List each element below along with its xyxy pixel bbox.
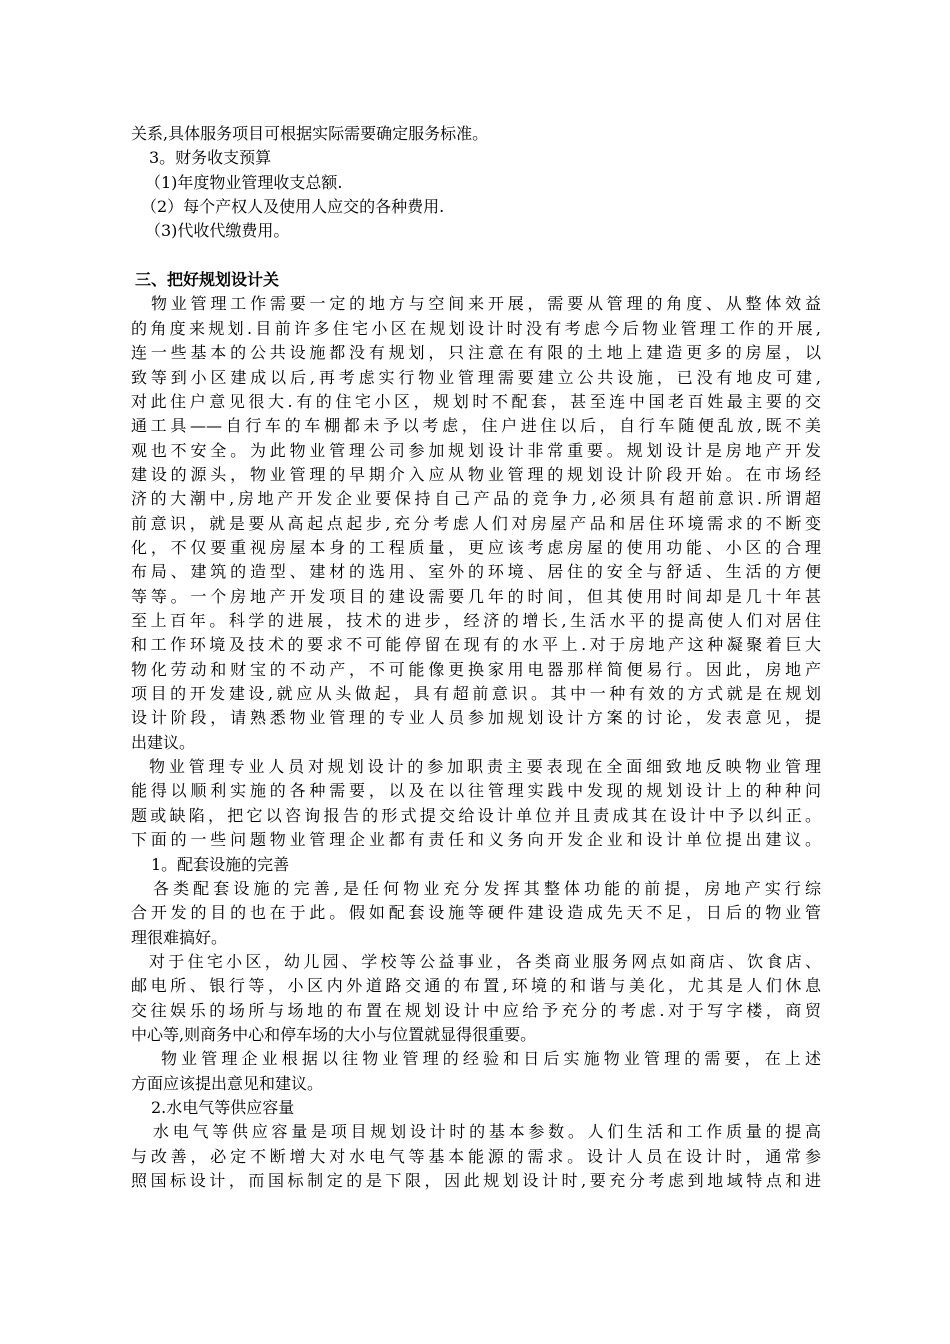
text-line: 物业管理工作需要一定的地方与空间来开展，需要从管理的角度、从整体效益 [151,294,821,314]
text-line: 济的大潮中,房地产开发企业要保持自己产品的竞争力,必须具有超前意识.所谓超 [131,489,821,509]
text-line: 方面应该提出意见和建议。 [131,1073,324,1093]
text-line: 关系,具体服务项目可根据实际需要确定服务标准。 [131,124,489,143]
text-line: 各类配套设施的完善,是任何物业充分发挥其整体功能的前提，房地产实行综 [153,878,821,898]
text-line: 连一些基本的公共设施都没有规划，只注意在有限的土地上建造更多的房屋，以 [131,343,821,363]
text-line: 观也不安全。为此物业管理公司参加规划设计非常重要。规划设计是房地产开发 [131,440,821,460]
text-line: 题或缺陷，把它以咨询报告的形式提交给设计单位并且责成其在设计中予以纠正。 [131,805,821,825]
text-line: 水电气等供应容量是项目规划设计时的基本参数。人们生活和工作质量的提高 [153,1122,821,1142]
text-line: 物化劳动和财宝的不动产，不可能像更换家用电器那样简便易行。因此，房地产 [131,659,821,679]
text-line: 邮电所、银行等，小区内外道路交通的布置,环境的和谐与美化，尤其是人们休息 [131,976,821,996]
text-line: 等等。一个房地产开发项目的建设需要几年的时间，但其使用时间却是几十年甚 [131,586,821,606]
text-line: 理很难搞好。 [131,927,228,947]
text-line: 项目的开发建设,就应从头做起，具有超前意识。其中一种有效的方式就是在规划 [131,684,821,704]
text-line: 物业管理专业人员对规划设计的参加职责主要表现在全面细致地反映物业管理 [149,757,821,777]
text-line: 的角度来规划.目前许多住宅小区在规划设计时没有考虑今后物业管理工作的开展, [131,318,821,338]
text-line: 2.水电气等供应容量 [151,1098,295,1117]
text-line: 至上百年。科学的进展，技术的进步，经济的增长,生活水平的提高使人们对居住 [131,611,821,630]
text-line: 中心等,则商务中心和停车场的大小与位置就显得很重要。 [131,1024,537,1044]
text-line: 建设的源头，物业管理的早期介入应从物业管理的规划设计阶段开始。在市场经 [131,464,821,484]
text-line: 下面的一些问题物业管理企业都有责任和义务向开发企业和设计单位提出建议。 [131,830,821,850]
text-line: （2）每个产权人及使用人应交的各种费用. [141,197,445,217]
text-line: （1)年度物业管理收支总额. [145,172,343,192]
text-line: 致等到小区建成以后,再考虑实行物业管理需要建立公共设施，已没有地皮可建, [131,367,821,387]
text-line: 合开发的目的也在于此。假如配套设施等硬件建设造成先天不足，日后的物业管 [131,903,821,923]
text-line: 对于住宅小区，幼儿园、学校等公益事业，各类商业服务网点如商店、饮食店、 [149,951,821,971]
text-line: 出建议。 [131,732,196,752]
text-line: 照国标设计，而国标制定的是下限，因此规划设计时,要充分考虑到地域特点和进 [131,1171,821,1191]
text-line: 对此住户意见很大.有的住宅小区，规划时不配套，甚至连中国老百姓最主要的交 [131,391,821,411]
text-line: 能得以顺利实施的各种需要，以及在以往管理实践中发现的规划设计上的种种问 [131,781,821,801]
text-line: 交往娱乐的场所与场地的布置在规划设计中应给予充分的考虑.对于写字楼，商贸 [131,1000,821,1020]
text-line: 3。财务收支预算 [149,148,272,168]
section-heading: 三、把好规划设计关 [135,270,280,290]
text-line [131,244,821,268]
text-line: 1。配套设施的完善 [151,854,290,874]
text-line: 与改善，必定不断增大对水电气等基本能源的需求。设计人员在设计时，通常参 [131,1146,821,1166]
text-line: 布局、建筑的造型、建材的选用、室外的环境、居住的安全与舒适、生活的方便 [131,562,821,582]
text-line: 化，不仅要重视房屋本身的工程质量，更应该考虑房屋的使用功能、小区的合理 [131,537,821,557]
text-line: 前意识，就是要从高起点起步,充分考虑人们对房屋产品和居住环境需求的不断变 [131,513,821,533]
text-line: 物业管理企业根据以往物业管理的经验和日后实施物业管理的需要，在上述 [161,1049,821,1069]
text-line: （3)代收代缴费用。 [145,221,290,241]
text-line: 通工具——自行车的车棚都未予以考虑，住户进住以后，自行车随便乱放,既不美 [131,416,821,436]
text-line: 和工作环境及技术的要求不可能停留在现有的水平上.对于房地产这种凝聚着巨大 [131,635,821,655]
text-line: 设计阶段，请熟悉物业管理的专业人员参加规划设计方案的讨论，发表意见，提 [131,708,821,728]
